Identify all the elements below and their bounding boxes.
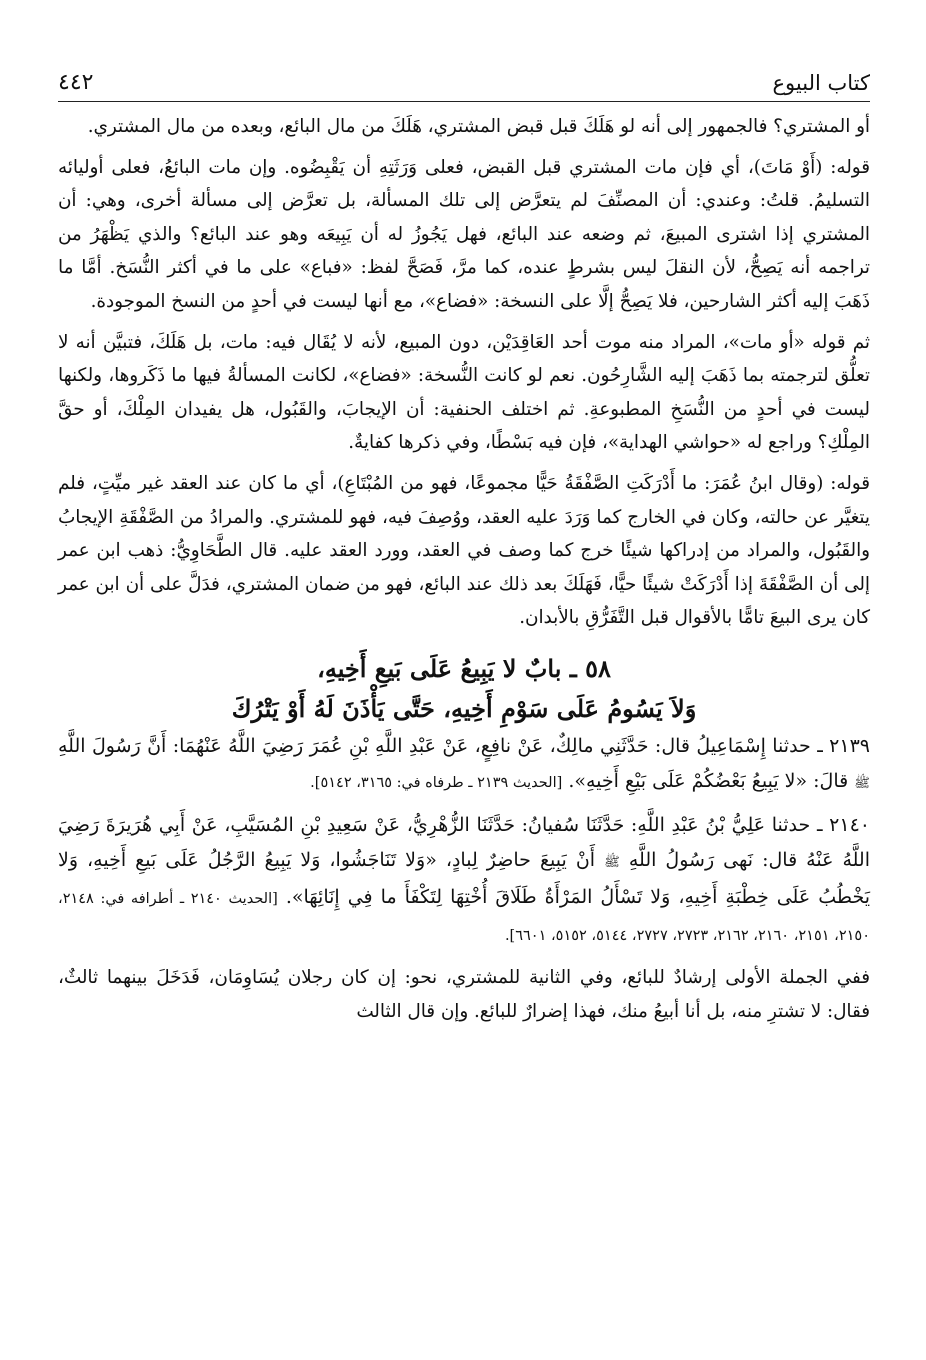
chapter-heading <box>58 649 870 729</box>
chapter-heading-line: وَلاَ يَسُومُ عَلَى سَوْمِ أَخِيهِ، حَتَّى يَأْذَنَ لَهُ أَوْ يَتْرُكَ <box>231 693 697 723</box>
hadith-text: أَنْ يَبِيعَ حاضِرٌ لِبادٍ، «وَلا تَنَاجَشُوا، وَلا يَبِيعُ الرَّجُلُ عَلَى بَيعِ أَخِيهِ، وَلا يَخْطُبُ عَلَى خِطْبَةِ أَخِيهِ، وَلا تَسْأَلُ المَرْأَةُ طَلَاقَ أُخْتِهَا لِتَكْفَأَ ما فِي إِنَائِهَا». <box>58 848 870 908</box>
paragraph: أو المشتري؟ فالجمهور إلى أنه لو هَلَكَ قبل قبض المشتري، هَلَكَ من مال البائع، وبعده من مال المشتري. <box>87 116 870 137</box>
salutation-glyph: ﷺ <box>854 775 870 791</box>
hadith-2139 <box>58 729 870 801</box>
page-number: ٤٤٢ <box>58 70 94 95</box>
hadith-reference: [الحديث ٢١٤٠ ـ أطرافه في: ٢١٤٨، ٢١٥٠، ٢١٥١، ٢١٦٠، ٢١٦٢، ٢٧٢٣، ٢٧٢٧، ٥١٤٤، ٥١٥٢، ٦٦٠١]. <box>58 890 870 944</box>
hadith-text: ٢١٤٠ ـ حدثنا عَلِيُّ بْنُ عَبْدِ اللَّهِ: حَدَّثَنَا سُفيانُ: حَدَّثَنَا الزُّهْرِيُّ، عَنْ سَعِيدِ بْنِ المُسَيَّبِ، عَنْ أَبِي هُرَيرَةَ رَضِيَ اللَّهُ عَنْهُ قال: نَهى رَسُولُ اللَّهِ <box>58 813 871 871</box>
hadith-reference: [الحديث ٢١٣٩ ـ طرفاه في: ٣١٦٥، ٥١٤٢]. <box>310 774 563 791</box>
page-header <box>58 54 870 102</box>
paragraph: قوله: (أَوْ مَاتَ)، أي فإن مات المشتري قبل القبض، فعلى وَرَثَتِهِ أن يَقْبِضُوه. وإن مات البائعُ، فعلى أوليائه التسليمُ. قلتُ: وعندي: أن المصنِّفَ لم يتعرَّض إلى تلك المسألة، بل تعرَّض إلى مسألة أخرى، وهي: أن المشتري إذا اشترى المبيعَ، ثم وضعه عند البائع، فهل يَجُوزُ له أن يَبِيعَه وهو عند البائع؟ والذي يَظْهَرُ من تراجمه أنه يَصِحُّ، لأن النقلَ ليس بشرطٍ عنده، كما مرَّ، فَصَحَّ لفظ: «فباع» على ما في أكثر النُّسَخ. أمَّا ما ذَهَبَ إليه أكثر الشارحين، فلا يَصِحُّ إلَّا على النسخة: «فضاع»، مع أنها ليست في أحدٍ من النسخ الموجودة. <box>58 156 870 312</box>
chapter-heading-line: ٥٨ ـ بابٌ لا يَبِيعُ عَلَى بَيعِ أَخِيهِ، <box>317 653 611 683</box>
salutation-glyph: ﷺ <box>604 854 620 870</box>
running-title: كتاب البيوع <box>772 71 870 95</box>
hadith-text: ٢١٣٩ ـ حدثنا إِسْمَاعِيلُ قال: حَدَّثَنِي مالِكٌ، عَنْ نافِعٍ، عَنْ عَبْدِ اللَّهِ بْنِ عُمَرَ رَضِيَ اللَّهُ عَنْهُمَا: أَنَّ رَسُولَ اللَّهِ <box>58 734 870 757</box>
paragraph: قوله: (وقال ابنُ عُمَرَ: ما أَدْرَكَتِ الصَّفْقَةُ حَيًّا مجموعًا، فهو من المُبْتَاعِ)، أي ما كان عند العقد غير ميِّتٍ، فلم يتغيَّر عن حالته، وكان في الخارج كما وَرَدَ عليه العقد، ووُصِفَ فيه، فهو للمشتري. والمرادُ من الصَّفْقَةِ الإيجابُ والقَبُول، والمراد من إدراكها شيئًا خرج كما وصف في العقد، وورد العقد عليه. قال الطَّحَاوِيُّ: ذهب ابن عمر إلى أن الصَّفْقَةَ إذا أَدْرَكَتْ شيئًا حيًّا، فَهَلَكَ بعد ذلك عند البائع، فهو من ضمان المشتري، فدَلَّ على أن ابن عمر كان يرى البيعَ تامًّا بالأقوال قبل التَّفَرُّقِ بالأبدان. <box>58 472 870 629</box>
paragraph: ثم قوله «أو مات»، المراد منه موت أحد العَاقِدَيْن، دون المبيع، لأنه لا يُقَال فيه: مات، بل هَلَكَ، فتبيَّن أنه لا تعلُّق لترجمته بما ذَهَبَ إليه الشَّارِحُون. نعم لو كانت النُّسخة: «فضاع»، لكانت المسألةُ فيها ما ذَكَروها، ولكنها ليست في أحدٍ من النُّسَخِ المطبوعةِ. ثم اختلف الحنفية: أن الإيجابَ، والقَبُول، هل يفيدان المِلْكَ، أو حقَّ المِلْكِ؟ وراجع له «حواشي الهداية»، فإن فيه بَسْطًا، وفي ذكرها كفايةٌ. <box>58 331 870 454</box>
hadith-text: قالَ: «لا يَبِيعُ بَعْضُكُمْ عَلَى بَيْعِ أَخِيهِ». <box>568 769 849 792</box>
page-body <box>58 110 870 1028</box>
paragraph: ففي الجملة الأولى إرشادٌ للبائع، وفي الثانية للمشتري، نحو: إن كان رجلان يُسَاوِمَان، فَدَخَلَ بينهما ثالثٌ، فقال: لا تشترِ منه، بل أنا أبيعُ منك، فهذا إضرارٌ للبائع. وإن قال الثالث <box>58 966 870 1022</box>
hadith-2140 <box>58 808 870 954</box>
